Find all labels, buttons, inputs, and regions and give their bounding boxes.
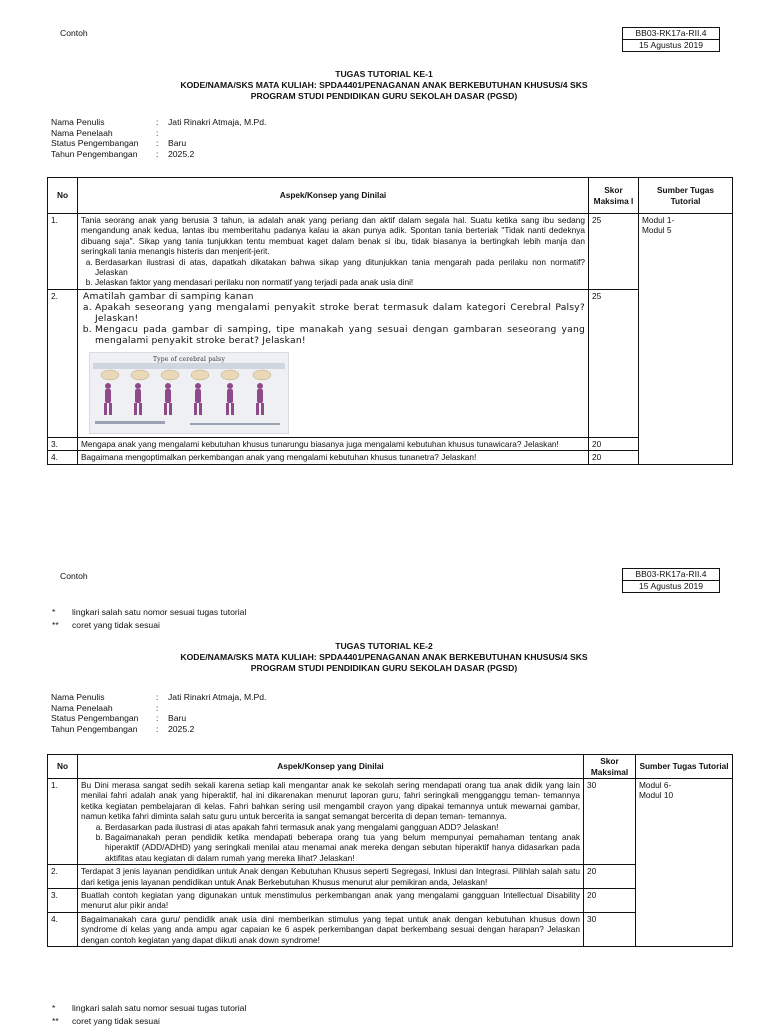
tutorial-page-2 xyxy=(0,568,768,1024)
footer-notes xyxy=(52,1002,246,1028)
sub-question: b. Jelaskan faktor yang mendasari perilaku non normatif yang terjadi pada anak usia dini! xyxy=(95,277,585,287)
question-text: Bu Dini merasa sangat sedih sekali karena setiap kali mengantar anak ke sekolah sering mendapati orang tua anak didik yang lain menilai fahri adalah anak yang hiperaktif, hal ini dikarenakan menurut laporan guru, fahri seringkali mengganggu teman- temannya ketika kegiatan pembelajaran di kelas. Fahri bahkan sering usil mengambil crayon yang dipakai temannya untuk mewarnai gambar, namun ketika fahri diminta salah satu guru untuk bercerita ia sangat semangat bercerita di depan teman- temannya. xyxy=(81,780,580,822)
score-cell: 25 xyxy=(589,214,639,290)
document-code-box xyxy=(622,568,720,593)
document-title xyxy=(0,69,768,102)
table-row xyxy=(48,451,733,464)
question-text: Amatilah gambar di samping kanan xyxy=(83,290,254,302)
document-code-box xyxy=(622,27,720,52)
score-cell: 30 xyxy=(584,912,636,946)
row-number: 4. xyxy=(48,912,78,946)
source-line: Modul 6- xyxy=(639,780,672,790)
question-text: Tania seorang anak yang berusia 3 tahun, ia adalah anak yang periang dan aktif dalam segala hal. Suatu ketika sang ibu sedang mengandung anak kedua, lantas ibu memberitahu padanya kalau ia akan punya adik. Spontan tania berteriak "Tidak nanti dedeknya dibuang saja". Sikap yang tania tunjukkan tentu membuat kaget dalam benak si ibu, tidak biasanya ia bertingkah lebih manja dan seringkali tania menangis histeris dan menjerit-jerit. xyxy=(81,215,585,257)
cerebral-palsy-illustration xyxy=(90,353,288,433)
row-number: 1. xyxy=(48,779,78,865)
author-info xyxy=(51,692,266,734)
row-number: 4. xyxy=(48,451,78,464)
meta-row: Status Pengembangan : Baru xyxy=(51,713,187,723)
score-cell: 20 xyxy=(589,451,639,464)
table-row xyxy=(48,289,733,437)
title-line: TUGAS TUTORIAL KE-2 xyxy=(335,641,433,651)
table-row xyxy=(48,865,733,889)
meta-row: Tahun Pengembangan : 2025.2 xyxy=(51,148,195,159)
question-cell: Bagaimanakah cara guru/ pendidik anak usia dini memberikan stimulus yang tepat untuk anak dengan kebutuhan khusus down syndrome di kelas yang anda ampu agar capaian ke 6 aspek perkembangan dapat berkembang sesuai dengan harapan? Jelaskan dengan contoh kegiatan yang dapat diikuti anak down syndrome! xyxy=(78,912,584,946)
row-number: 3. xyxy=(48,889,78,913)
table-row xyxy=(48,214,733,290)
table-row xyxy=(48,779,733,865)
header-aspek: Aspek/Konsep yang Dinilai xyxy=(78,178,589,214)
score-cell: 20 xyxy=(589,437,639,450)
table-row xyxy=(48,912,733,946)
sub-question: a. Berdasarkan pada ilustrasi di atas apakah fahri termasuk anak yang mengalami gangguan ADD? Jelaskan! xyxy=(105,822,580,832)
meta-row: Nama Penulis : Jati Rinakri Atmaja, M.Pd. xyxy=(51,692,267,702)
question-cell xyxy=(78,214,589,290)
table-row xyxy=(48,437,733,450)
assignment-table xyxy=(47,754,733,947)
sub-question: a. Berdasarkan ilustrasi di atas, dapatkah dikatakan bahwa sikap yang ditunjukkan tania mengarah pada perilaku non normatif? Jelaskan xyxy=(95,257,585,278)
cerebral-palsy-figure xyxy=(89,352,289,434)
sample-label: Contoh xyxy=(60,28,88,38)
question-cell: Terdapat 3 jenis layanan pendidikan untuk Anak dengan Kebutuhan Khusus seperti Segregasi, Inklusi dan Integrasi. Pilihlah salah satu dari ketiga jenis layanan pendidikan untuk Anak Berkebutuhan Khusus menurut alur pemikiran anda, Jelaskan! xyxy=(78,865,584,889)
score-cell: 20 xyxy=(584,865,636,889)
row-number: 2. xyxy=(48,865,78,889)
row-number: 2. xyxy=(48,289,78,437)
instruction-notes xyxy=(52,606,246,632)
question-cell xyxy=(78,779,584,865)
header-no: No xyxy=(48,755,78,779)
meta-row: Nama Penelaah : xyxy=(51,127,159,138)
title-line: PROGRAM STUDI PENDIDIKAN GURU SEKOLAH DASAR (PGSD) xyxy=(250,663,518,673)
title-line: KODE/NAMA/SKS MATA KULIAH: SPDA4401/PENAGANAN ANAK BERKEBUTUHAN KHUSUS/4 SKS xyxy=(180,80,588,90)
source-line: Modul 5 xyxy=(642,225,672,236)
header-skor: Skor Maksimal xyxy=(584,755,636,779)
document-date: 15 Agustus 2019 xyxy=(623,580,719,592)
document-title xyxy=(0,641,768,674)
author-info xyxy=(51,117,266,159)
meta-row: Status Pengembangan : Baru xyxy=(51,138,187,148)
score-cell: 20 xyxy=(584,889,636,913)
question-cell: Bagaimana mengoptimalkan perkembangan anak yang mengalami kebutuhan khusus tunanetra? Jelaskan! xyxy=(78,451,589,464)
row-number: 1. xyxy=(48,214,78,290)
source-line: Modul 1- xyxy=(642,215,675,225)
sample-label: Contoh xyxy=(60,571,88,581)
meta-row: Nama Penelaah : xyxy=(51,702,159,713)
sub-question: b. Bagaimanakah peran pendidik ketika mendapati beberapa orang tua yang belum mempunyai pemahaman tentang anak hiperaktif (ADD/ADHD) yang seringkali menilai atau menamai anak mereka dengan sebutan hiperaktif hanya didasarkan pada aktifitas atau kegiatan di dalam rumah yang mereka lihat? Jelaskan! xyxy=(105,832,580,863)
score-cell: 30 xyxy=(584,779,636,865)
source-cell xyxy=(636,779,733,947)
header-aspek: Aspek/Konsep yang Dinilai xyxy=(78,755,584,779)
header-sumber: Sumber Tugas Tutorial xyxy=(636,755,733,779)
source-line: Modul 10 xyxy=(639,790,674,801)
title-line: PROGRAM STUDI PENDIDIKAN GURU SEKOLAH DASAR (PGSD) xyxy=(250,91,518,101)
table-row xyxy=(48,889,733,913)
figure-title: Type of cerebral palsy xyxy=(152,355,226,363)
assignment-table xyxy=(47,177,733,465)
note-item: ** coret yang tidak sesuai xyxy=(52,620,160,630)
tutorial-page-1 xyxy=(0,0,768,500)
score-cell: 25 xyxy=(589,289,639,437)
question-cell xyxy=(78,289,589,437)
sub-question: b. Mengacu pada gambar di samping, tipe manakah yang sesuai dengan gambaran seseorang yang mengalami penyakit stroke berat? Jelaskan! xyxy=(95,324,585,346)
meta-row: Nama Penulis : Jati Rinakri Atmaja, M.Pd. xyxy=(51,117,267,127)
row-number: 3. xyxy=(48,437,78,450)
note-item: ** coret yang tidak sesuai xyxy=(52,1016,160,1026)
header-no: No xyxy=(48,178,78,214)
meta-row: Tahun Pengembangan : 2025.2 xyxy=(51,723,195,734)
document-code: BB03-RK17a-RII.4 xyxy=(635,569,707,579)
note-item: * lingkari salah satu nomor sesuai tugas tutorial xyxy=(52,607,247,617)
question-cell: Mengapa anak yang mengalami kebutuhan khusus tunarungu biasanya juga mengalami kebutuhan khusus tunawicara? Jelaskan! xyxy=(78,437,589,450)
sub-question: a. Apakah seseorang yang mengalami penyakit stroke berat termasuk dalam kategori Cerebral Palsy? Jelaskan! xyxy=(95,302,585,324)
title-line: KODE/NAMA/SKS MATA KULIAH: SPDA4401/PENAGANAN ANAK BERKEBUTUHAN KHUSUS/4 SKS xyxy=(180,652,588,662)
title-line: TUGAS TUTORIAL KE-1 xyxy=(335,69,433,79)
document-code: BB03-RK17a-RII.4 xyxy=(635,28,707,38)
header-sumber: Sumber Tugas Tutorial xyxy=(639,178,733,214)
document-date: 15 Agustus 2019 xyxy=(623,39,719,51)
source-cell xyxy=(639,214,733,465)
note-item: * lingkari salah satu nomor sesuai tugas tutorial xyxy=(52,1003,247,1013)
header-skor: Skor Maksima l xyxy=(589,178,639,214)
question-cell: Buatlah contoh kegiatan yang digunakan untuk menstimulus perkembangan anak yang mengalami gangguan Intellectual Disability menurut alur pikir anda! xyxy=(78,889,584,913)
